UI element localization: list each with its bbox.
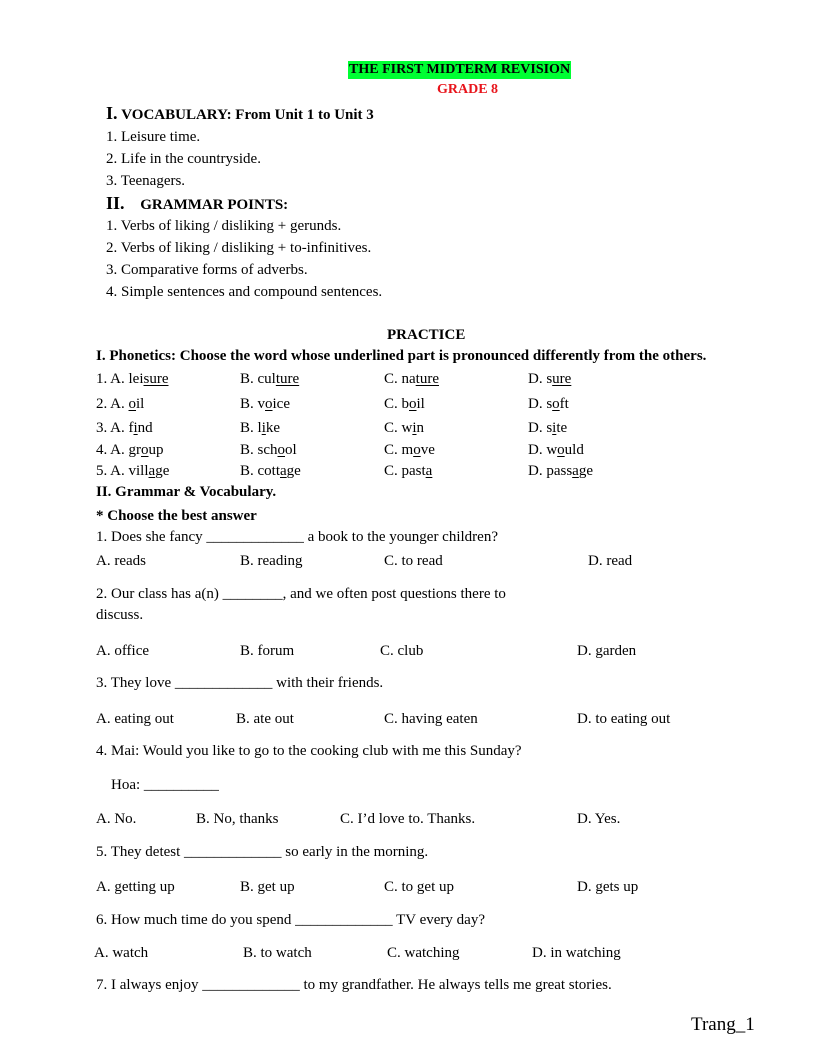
q2-option-b: B. forum: [240, 643, 295, 659]
phonetics-underlined-part: a: [425, 463, 433, 479]
phonetics-word-part: ice: [272, 396, 290, 412]
q4-option-b: B. No, thanks: [196, 811, 279, 827]
grammar-point-item: 1. Verbs of liking / disliking + gerunds.: [106, 218, 342, 234]
phonetics-option: [528, 441, 584, 459]
phonetics-option: [528, 395, 569, 413]
page-title: THE FIRST MIDTERM REVISION: [349, 62, 571, 77]
q4-option-a: A. No.: [96, 811, 137, 827]
phonetics-option: [384, 419, 424, 437]
phonetics-underlined-part: i: [133, 420, 138, 436]
phonetics-word-part: D. s: [528, 396, 553, 412]
q6-option-d: D. in watching: [532, 945, 621, 961]
grammar-point-item: 3. Comparative forms of adverbs.: [106, 262, 308, 278]
grammar-point-item: 4. Simple sentences and compound sentences.: [106, 284, 383, 300]
question-6: 6. How much time do you spend _____________ TV every day?: [96, 912, 485, 928]
practice-heading: PRACTICE: [387, 327, 466, 343]
phonetics-underlined-part: o: [141, 442, 149, 458]
phonetics-word-part: D. pass: [528, 463, 573, 479]
phonetics-option: [528, 419, 567, 437]
phonetics-underlined-part: i: [261, 420, 266, 436]
phonetics-word-part: C. b: [384, 396, 410, 412]
phonetics-option: [240, 419, 280, 437]
phonetics-option: [384, 441, 435, 459]
question-4-response: Hoa: __________: [111, 777, 219, 793]
phonetics-word-part: ol: [285, 442, 297, 458]
phonetics-option: [384, 395, 425, 413]
phonetics-word-part: C. past: [384, 463, 426, 479]
phonetics-underlined-part: o: [265, 396, 273, 412]
q4-option-c: C. I’d love to. Thanks.: [340, 811, 476, 827]
phonetics-option: [96, 370, 169, 388]
phonetics-option: [240, 370, 299, 388]
grade-label: GRADE 8: [437, 82, 499, 97]
q3-option-b: B. ate out: [236, 711, 294, 727]
q5-option-c: C. to get up: [384, 879, 454, 895]
q1-option-c: C. to read: [384, 553, 443, 569]
phonetics-underlined-part: ure: [552, 371, 572, 387]
section-number: I.: [106, 103, 118, 123]
phonetics-word-part: 3. A. f: [96, 420, 134, 436]
phonetics-underlined-part: sure: [143, 371, 169, 387]
grammar-point-item: 2. Verbs of liking / disliking + to-infinitives.: [106, 240, 372, 256]
phonetics-word-part: nd: [137, 420, 153, 436]
section-number: II.: [106, 193, 125, 213]
vocabulary-item: 3. Teenagers.: [106, 173, 186, 189]
question-3: 3. They love _____________ with their friends.: [96, 675, 384, 691]
phonetics-word-part: D. s: [528, 420, 553, 436]
phonetics-option: [96, 395, 144, 413]
phonetics-word-part: D. w: [528, 442, 558, 458]
grammar-vocabulary-heading: II. Grammar & Vocabulary.: [96, 484, 277, 500]
q1-option-b: B. reading: [240, 553, 303, 569]
phonetics-word-part: B. l: [240, 420, 262, 436]
phonetics-option: [96, 462, 169, 480]
phonetics-underlined-part: o: [552, 396, 560, 412]
phonetics-underlined-part: i: [552, 420, 557, 436]
phonetics-word-part: il: [136, 396, 145, 412]
q1-option-a: A. reads: [96, 553, 146, 569]
phonetics-option: [528, 370, 571, 388]
phonetics-word-part: ke: [265, 420, 281, 436]
question-7: 7. I always enjoy _____________ to my grandfather. He always tells me great stories.: [96, 977, 612, 993]
phonetics-word-part: D. s: [528, 371, 553, 387]
phonetics-word-part: ve: [420, 442, 435, 458]
phonetics-word-part: up: [148, 442, 164, 458]
phonetics-word-part: B. cott: [240, 463, 280, 479]
q5-option-d: D. gets up: [577, 879, 639, 895]
phonetics-word-part: ge: [155, 463, 170, 479]
phonetics-underlined-part: o: [557, 442, 565, 458]
q6-option-b: B. to watch: [243, 945, 312, 961]
question-2-line-1: 2. Our class has a(n) ________, and we often post questions there to: [96, 586, 506, 602]
q5-option-b: B. get up: [240, 879, 295, 895]
question-1: 1. Does she fancy _____________ a book to the younger children?: [96, 529, 498, 545]
phonetics-option: [240, 462, 301, 480]
phonetics-underlined-part: a: [148, 463, 156, 479]
phonetics-word-part: 4. A. gr: [96, 442, 141, 458]
phonetics-word-part: 1. A. lei: [96, 371, 144, 387]
choose-best-answer-heading: * Choose the best answer: [96, 508, 257, 524]
question-2-line-2: discuss.: [96, 607, 144, 623]
phonetics-word-part: 5. A. vill: [96, 463, 149, 479]
vocabulary-item: 1. Leisure time.: [106, 129, 201, 145]
phonetics-word-part: il: [416, 396, 425, 412]
q1-option-d: D. read: [588, 553, 633, 569]
phonetics-underlined-part: o: [128, 396, 137, 412]
phonetics-option: [384, 462, 432, 480]
phonetics-option: [384, 370, 439, 388]
phonetics-word-part: C. na: [384, 371, 416, 387]
phonetics-option: [96, 419, 153, 437]
phonetics-underlined-part: o: [409, 396, 417, 412]
phonetics-word-part: ge: [286, 463, 301, 479]
phonetics-underlined-part: a: [280, 463, 287, 479]
q3-option-d: D. to eating out: [577, 711, 671, 727]
question-4: 4. Mai: Would you like to go to the cooking club with me this Sunday?: [96, 743, 522, 759]
phonetics-underlined-part: o: [413, 442, 421, 458]
vocabulary-item: 2. Life in the countryside.: [106, 151, 261, 167]
phonetics-word-part: C. w: [384, 420, 413, 436]
vocabulary-section-heading: [106, 104, 374, 124]
phonetics-word-part: ft: [559, 396, 569, 412]
phonetics-word-part: n: [416, 420, 425, 436]
question-5: 5. They detest _____________ so early in the morning.: [96, 844, 429, 860]
phonetics-word-part: ge: [578, 463, 594, 479]
page-number: Trang_1: [691, 1014, 755, 1035]
phonetics-word-part: B. cul: [240, 371, 276, 387]
phonetics-word-part: te: [556, 420, 568, 436]
grammar-section-heading: [106, 194, 288, 214]
q3-option-c: C. having eaten: [384, 711, 478, 727]
q4-option-d: D. Yes.: [577, 811, 621, 827]
phonetics-heading: I. Phonetics: Choose the word whose underlined part is pronounced differently from the others.: [96, 348, 707, 364]
phonetics-underlined-part: ture: [275, 371, 300, 387]
q6-option-c: C. watching: [387, 945, 460, 961]
phonetics-word-part: B. v: [240, 396, 266, 412]
phonetics-word-part: uld: [564, 442, 584, 458]
q6-option-a: A. watch: [94, 945, 149, 961]
phonetics-underlined-part: i: [412, 420, 417, 436]
phonetics-word-part: C. m: [384, 442, 414, 458]
q2-option-c: C. club: [380, 643, 424, 659]
phonetics-option: [528, 462, 593, 480]
phonetics-option: [240, 395, 290, 413]
section-title: GRAMMAR POINTS:: [140, 197, 289, 213]
phonetics-underlined-part: a: [572, 463, 579, 479]
phonetics-option: [240, 441, 297, 459]
q5-option-a: A. getting up: [96, 879, 175, 895]
phonetics-underlined-part: ture: [415, 371, 439, 387]
phonetics-word-part: 2. A.: [96, 396, 129, 412]
phonetics-word-part: B. sch: [240, 442, 278, 458]
phonetics-underlined-part: o: [277, 442, 285, 458]
q2-option-d: D. garden: [577, 643, 637, 659]
q3-option-a: A. eating out: [96, 711, 174, 727]
section-title: VOCABULARY: From Unit 1 to Unit 3: [121, 107, 374, 123]
q2-option-a: A. office: [96, 643, 150, 659]
phonetics-option: [96, 441, 164, 459]
